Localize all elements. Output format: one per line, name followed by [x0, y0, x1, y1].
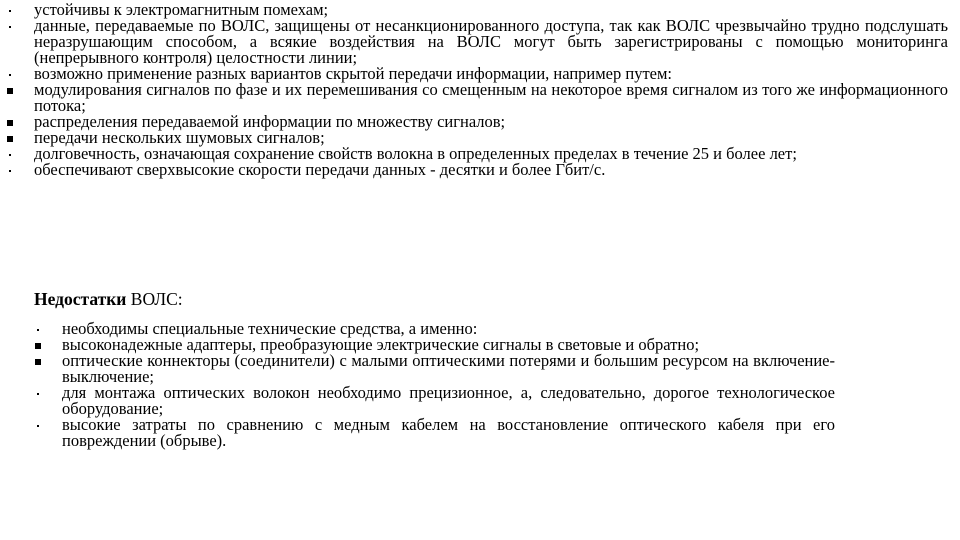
list-item: [34, 18, 948, 66]
square-icon: [34, 337, 44, 353]
list-item-text: долговечность, означающая сохранение свойств волокна в определенных пределах в течение 25 и более лет;: [34, 144, 797, 163]
list-item: [62, 353, 835, 385]
dot-icon: [6, 146, 16, 162]
list-item-text: оптические коннекторы (соединители) с малыми оптическими потерями и большим ресурсом на включение-выключение;: [62, 351, 835, 386]
list-item-text: передачи нескольких шумовых сигналов;: [34, 128, 325, 147]
dot-icon: [6, 162, 16, 178]
list-item-text: обеспечивают сверхвысокие скорости передачи данных - десятки и более Гбит/с.: [34, 160, 606, 179]
list-item: [62, 417, 835, 449]
list-item-text: возможно применение разных вариантов скрытой передачи информации, например путем:: [34, 64, 673, 83]
disadvantages-list: [62, 321, 835, 449]
list-item-text: для монтажа оптических волокон необходимо прецизионное, а, следовательно, дорогое технологическое оборудование;: [62, 383, 835, 418]
list-item-text: высокие затраты по сравнению с медным кабелем на восстановление оптического кабеля при его повреждении (обрыве).: [62, 415, 835, 450]
dot-icon: [34, 417, 44, 433]
dot-icon: [34, 385, 44, 401]
square-icon: [6, 82, 16, 98]
list-item: [62, 385, 835, 417]
dot-icon: [6, 66, 16, 82]
square-icon: [6, 114, 16, 130]
heading-bold-text: Недостатки: [34, 289, 127, 309]
square-icon: [34, 353, 44, 369]
list-item-text: необходимы специальные технические средства, а именно:: [62, 319, 478, 338]
dot-icon: [34, 321, 44, 337]
list-item-text: высоконадежные адаптеры, преобразующие электрические сигналы в световые и обратно;: [62, 335, 700, 354]
list-item: [34, 82, 948, 114]
heading-rest-text: ВОЛС:: [126, 289, 183, 309]
dot-icon: [6, 2, 16, 18]
section-heading: [34, 289, 183, 309]
square-icon: [6, 130, 16, 146]
advantages-list: [34, 2, 948, 178]
list-item-text: устойчивы к электромагнитным помехам;: [34, 0, 329, 19]
list-item: [34, 162, 948, 178]
dot-icon: [6, 18, 16, 34]
list-item-text: данные, передаваемые по ВОЛС, защищены от несанкционированного доступа, так как ВОЛС чрезвычайно трудно подслушать неразрушающим способом, а всякие воздействия на ВОЛС могут быть зарегистрированы с помощью мониторинга (непрерывного контроля) целостности линии;: [34, 16, 948, 67]
list-item-text: модулирования сигналов по фазе и их перемешивания со смещенным на некоторое время сигналом из того же информационного потока;: [34, 80, 948, 115]
list-item-text: распределения передаваемой информации по множеству сигналов;: [34, 112, 506, 131]
